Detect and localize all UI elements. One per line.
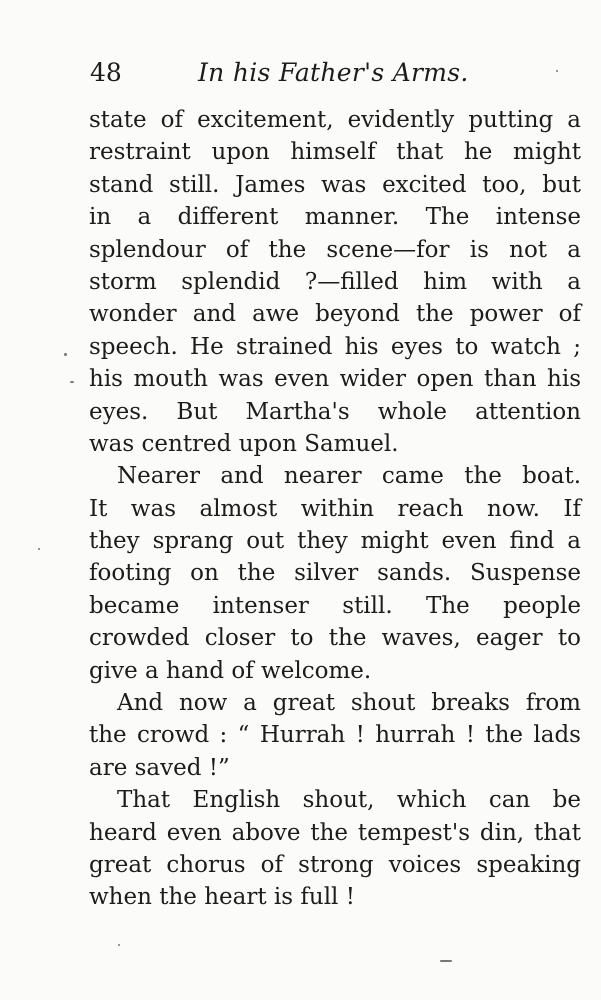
paper-speck <box>64 353 67 356</box>
text-line: heard even above the tempest's din, that <box>89 819 581 846</box>
paper-speck <box>38 548 40 550</box>
text-line: give a hand of welcome. <box>89 657 372 684</box>
text-line: in a different manner. The intense <box>89 204 581 231</box>
text-line: eyes. But Martha's whole attention <box>89 398 581 425</box>
paragraph-4 <box>89 784 581 914</box>
text-line: his mouth was even wider open than his <box>89 366 581 393</box>
page-number: 48 <box>90 58 122 87</box>
text-line: became intenser still. The people <box>89 592 581 619</box>
running-title: In his Father's Arms. <box>198 58 469 87</box>
text-line: great chorus of strong voices speaking <box>89 851 581 878</box>
text-line: That English shout, which can be <box>117 787 581 814</box>
body-text <box>89 104 581 914</box>
text-line: storm splendid ?—filled him with a <box>89 268 581 295</box>
paper-speck <box>70 381 74 383</box>
text-line: was centred upon Samuel. <box>89 430 399 457</box>
text-line: they sprang out they might even find a <box>89 528 581 555</box>
text-line: crowded closer to the waves, eager to <box>89 625 581 652</box>
paper-speck <box>556 70 558 72</box>
paragraph-3 <box>89 687 581 784</box>
text-line: Nearer and nearer came the boat. <box>117 463 581 490</box>
text-line: wonder and awe beyond the power of <box>89 301 581 328</box>
text-line: stand still. James was excited too, but <box>89 171 581 198</box>
text-line: footing on the silver sands. Suspense <box>89 560 581 587</box>
text-line: when the heart is full ! <box>89 884 355 911</box>
text-line: speech. He strained his eyes to watch ; <box>89 333 581 360</box>
page-header <box>90 56 510 90</box>
text-line: splendour of the scene—for is not a <box>89 236 581 263</box>
text-line: And now a great shout breaks from <box>117 690 581 717</box>
text-line: state of excitement, evidently putting a <box>89 107 581 133</box>
text-line: It was almost within reach now. If <box>89 495 581 522</box>
paper-speck <box>118 944 120 946</box>
text-line: the crowd : “ Hurrah ! hurrah ! the lads <box>89 722 581 749</box>
paragraph-1 <box>89 104 581 460</box>
text-line: restraint upon himself that he might <box>89 139 581 166</box>
text-line: are saved !” <box>89 754 230 781</box>
paragraph-2 <box>89 460 581 687</box>
paper-speck <box>440 960 452 962</box>
